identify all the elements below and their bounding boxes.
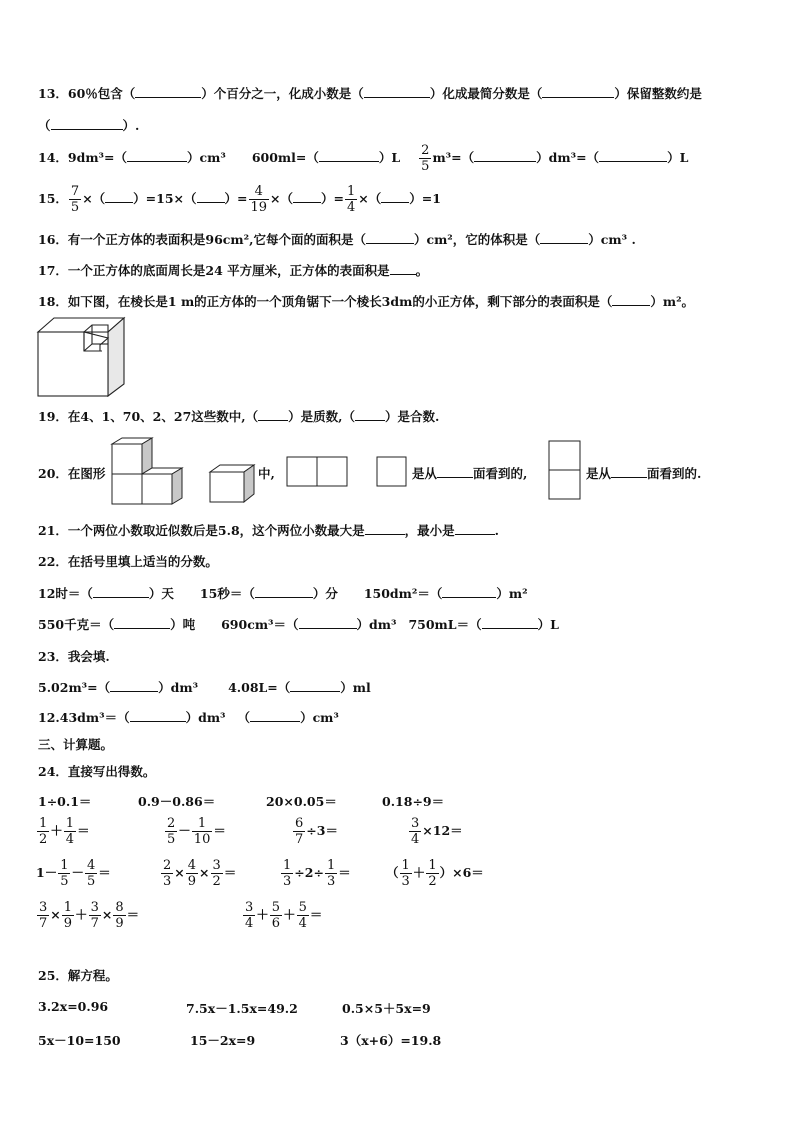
answer-blank[interactable] bbox=[366, 243, 414, 244]
calc-1: 1÷0.1＝ bbox=[38, 794, 92, 809]
answer-blank[interactable] bbox=[293, 202, 321, 203]
answer-blank[interactable] bbox=[290, 691, 340, 692]
view-single-square bbox=[376, 456, 408, 488]
calc-5: $\frac{1}{2}$ ＋ $\frac{1}{4}$ ＝ bbox=[39, 816, 90, 847]
answer-blank[interactable] bbox=[130, 721, 186, 722]
calc-12: （ $\frac{1}{3}$ ＋ $\frac{1}{2}$ ）×6＝ bbox=[386, 858, 484, 889]
answer-blank[interactable] bbox=[127, 161, 187, 162]
calc-10: $\frac{2}{3}$ × $\frac{4}{9}$ × $\frac{3}{2}$ ＝ bbox=[163, 858, 237, 889]
single-cube-figure bbox=[208, 464, 258, 504]
answer-blank[interactable] bbox=[482, 628, 538, 629]
question-24-title: 24．直接写出得数。 bbox=[38, 764, 156, 779]
answer-blank[interactable] bbox=[355, 420, 385, 421]
question-23-title: 23．我会填. bbox=[38, 649, 110, 664]
answer-blank[interactable] bbox=[258, 420, 288, 421]
equation-6: 3（x+6）=19.8 bbox=[340, 1033, 442, 1048]
answer-blank[interactable] bbox=[437, 477, 473, 478]
stacked-cubes-figure bbox=[110, 438, 190, 506]
answer-blank[interactable] bbox=[390, 274, 416, 275]
view-two-squares-horizontal bbox=[286, 456, 350, 488]
answer-blank[interactable] bbox=[364, 97, 430, 98]
question-21: 21．一个两位小数取近似数后是5.8，这个两位小数最大是 ，最小是 . bbox=[38, 523, 500, 538]
answer-blank[interactable] bbox=[93, 597, 149, 598]
equation-3: 0.5×5＋5x=9 bbox=[342, 1001, 431, 1016]
fraction: $\frac{1}{4}$ bbox=[347, 184, 356, 215]
question-20-part2: 是从 面看到的, bbox=[412, 466, 528, 481]
answer-blank[interactable] bbox=[51, 129, 123, 130]
equation-4: 5x－10=150 bbox=[38, 1033, 121, 1048]
answer-blank[interactable] bbox=[599, 161, 667, 162]
question-15: 15． $\frac{7}{5}$ ×（ ）=15×（ ）= $\frac{4}{19}$ ×（ ）= $\frac{1}{4}$ ×（ ）=1 bbox=[38, 184, 441, 215]
answer-blank[interactable] bbox=[611, 477, 647, 478]
calc-8: $\frac{3}{4}$ ×12＝ bbox=[411, 816, 463, 847]
cube-with-notch-figure bbox=[36, 316, 126, 398]
calc-2: 0.9－0.86＝ bbox=[138, 794, 216, 809]
question-19: 19．在4、1、70、2、27这些数中,（ ）是质数,（ ）是合数. bbox=[38, 409, 440, 424]
answer-blank[interactable] bbox=[442, 597, 496, 598]
answer-blank[interactable] bbox=[542, 97, 614, 98]
question-17: 17．一个正方体的底面周长是24 平方厘米，正方体的表面积是 。 bbox=[38, 263, 429, 278]
calc-7: $\frac{6}{7}$ ÷3＝ bbox=[295, 816, 338, 847]
answer-blank[interactable] bbox=[105, 202, 133, 203]
answer-blank[interactable] bbox=[197, 202, 225, 203]
answer-blank[interactable] bbox=[110, 691, 158, 692]
question-22-row2: 550千克＝（ ）吨 690cm³＝（ ）dm³ 750mL＝（ ）L bbox=[38, 617, 559, 632]
answer-blank[interactable] bbox=[474, 161, 536, 162]
question-13-line2: （ ）. bbox=[38, 118, 140, 133]
fraction: $\frac{7}{5}$ bbox=[70, 184, 80, 215]
answer-blank[interactable] bbox=[114, 628, 170, 629]
equation-1: 3.2x=0.96 bbox=[38, 999, 109, 1014]
question-22-row1: 12时＝（ ）天 15秒＝（ ）分 150dm²＝（ ）m² bbox=[38, 586, 528, 601]
question-22-title: 22．在括号里填上适当的分数。 bbox=[38, 554, 218, 569]
answer-blank[interactable] bbox=[135, 97, 201, 98]
fraction: $\frac{4}{19}$ bbox=[250, 184, 268, 215]
question-23-row2: 12.43dm³＝（ ）dm³ （ ）cm³ bbox=[38, 710, 339, 725]
calc-3: 20×0.05＝ bbox=[266, 794, 337, 809]
answer-blank[interactable] bbox=[255, 597, 313, 598]
equation-2: 7.5x－1.5x=49.2 bbox=[186, 1001, 298, 1016]
equation-5: 15－2x=9 bbox=[190, 1033, 256, 1048]
question-25-title: 25．解方程。 bbox=[38, 968, 118, 983]
question-18: 18．如下图，在棱长是1 m的正方体的一个顶角锯下一个棱长3dm的小正方体，剩下部分的表面积是（ ）m²。 bbox=[38, 294, 695, 309]
answer-blank[interactable] bbox=[250, 721, 300, 722]
question-20-part3: 是从 面看到的. bbox=[586, 466, 702, 481]
question-14: 14．9dm³=（ ）cm³ 600ml=（ ）L $\frac{2}{5}$ m³=（ ）dm³=（ ）L bbox=[38, 143, 689, 174]
answer-blank[interactable] bbox=[319, 161, 379, 162]
calc-4: 0.18÷9＝ bbox=[382, 794, 445, 809]
question-13: 13．60％包含（ ）个百分之一，化成小数是（ ）化成最简分数是（ ）保留整数约是 bbox=[38, 86, 702, 101]
calc-14: $\frac{3}{4}$ ＋ $\frac{5}{6}$ ＋ $\frac{5}{4}$ ＝ bbox=[245, 900, 323, 931]
question-23-row1: 5.02m³=（ ）dm³ 4.08L=（ ）ml bbox=[38, 680, 371, 695]
answer-blank[interactable] bbox=[455, 534, 495, 535]
answer-blank[interactable] bbox=[540, 243, 588, 244]
fraction: $\frac{2}{5}$ bbox=[421, 143, 430, 174]
calc-9: 1－ $\frac{1}{5}$ － $\frac{4}{5}$ ＝ bbox=[36, 858, 111, 889]
view-two-squares-vertical bbox=[548, 440, 582, 502]
question-16: 16．有一个正方体的表面积是96cm²,它每个面的面积是（ ）cm²，它的体积是（ ）cm³ . bbox=[38, 232, 636, 247]
calc-11: $\frac{1}{3}$ ÷2÷ $\frac{1}{3}$ ＝ bbox=[283, 858, 351, 889]
answer-blank[interactable] bbox=[381, 202, 409, 203]
section-3-heading: 三、计算题。 bbox=[38, 737, 114, 752]
calc-13: $\frac{3}{7}$ × $\frac{1}{9}$ ＋ $\frac{3}{7}$ × $\frac{8}{9}$ ＝ bbox=[39, 900, 140, 931]
calc-6: $\frac{2}{5}$ － $\frac{1}{10}$ ＝ bbox=[167, 816, 226, 847]
answer-blank[interactable] bbox=[299, 628, 357, 629]
answer-blank[interactable] bbox=[365, 534, 405, 535]
answer-blank[interactable] bbox=[612, 305, 650, 306]
question-20-label: 20．在图形 bbox=[38, 466, 106, 481]
